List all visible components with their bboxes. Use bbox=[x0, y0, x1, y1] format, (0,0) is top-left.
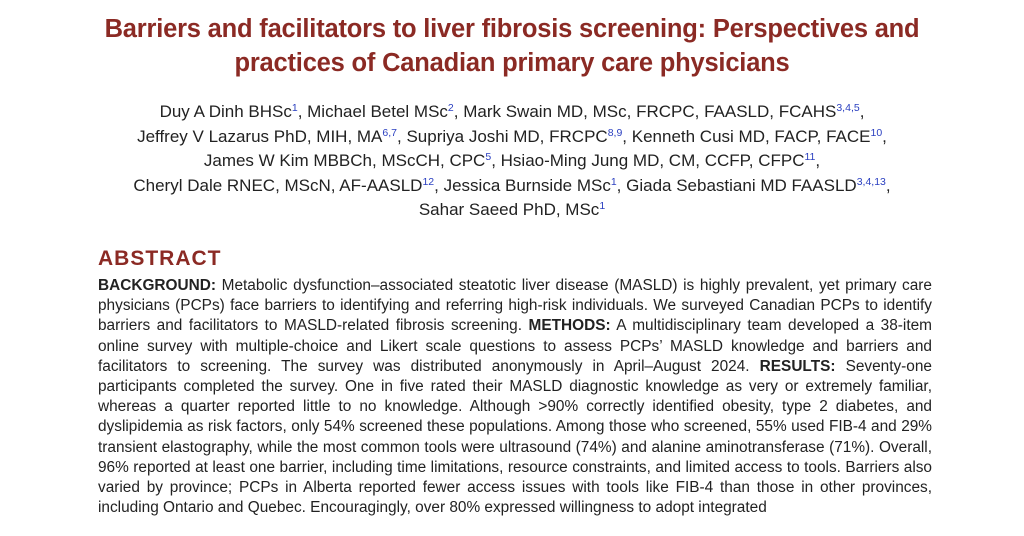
affiliation-marker: 3,4,5 bbox=[836, 102, 860, 114]
author-line-3 bbox=[40, 149, 984, 174]
author-name: Sahar Saeed PhD, MSc bbox=[418, 200, 600, 220]
author-separator: , bbox=[297, 102, 308, 121]
affiliation-marker: 11 bbox=[804, 151, 816, 164]
author-line-1 bbox=[40, 100, 984, 125]
author-name: Duy A Dinh BHSc bbox=[159, 102, 292, 121]
author-separator: , bbox=[453, 102, 464, 121]
abstract-text bbox=[98, 276, 932, 518]
background-label: BACKGROUND: bbox=[98, 277, 216, 294]
author-line-4 bbox=[40, 174, 984, 199]
author-separator: , bbox=[616, 175, 627, 195]
author-separator: , bbox=[397, 126, 407, 146]
affiliation-marker: 3,4,13 bbox=[856, 175, 886, 188]
affiliation-marker: 5 bbox=[485, 151, 492, 164]
author-separator: , bbox=[491, 151, 501, 171]
author-name: Jeffrey V Lazarus PhD, MIH, MA bbox=[137, 126, 383, 146]
methods-text: A multidisciplinary team developed a 38-item online survey with multiple-choice and Likert scale questions to assess PCPs’ MASLD knowledge and barriers and facilitators to screening. The survey was distributed anonymously in April–August 2024. bbox=[98, 317, 932, 375]
author-separator: , bbox=[885, 175, 891, 195]
author-name: Supriya Joshi MD, FRCPC bbox=[406, 126, 608, 146]
author-line-2 bbox=[40, 125, 984, 150]
affiliation-marker: 10 bbox=[870, 126, 883, 139]
author-name: Michael Betel MSc bbox=[307, 102, 448, 121]
author-separator: , bbox=[815, 151, 821, 171]
author-name: Cheryl Dale RNEC, MScN, AF-AASLD bbox=[133, 175, 423, 195]
affiliation-marker: 8,9 bbox=[607, 126, 623, 139]
author-separator: , bbox=[882, 126, 887, 146]
affiliation-marker: 12 bbox=[422, 175, 435, 188]
methods-label: METHODS: bbox=[528, 317, 611, 335]
affiliation-marker: 6,7 bbox=[382, 126, 398, 139]
author-name: James W Kim MBBCh, MScCH, CPC bbox=[203, 151, 486, 171]
affiliation-marker: 1 bbox=[599, 200, 606, 213]
author-line-5 bbox=[40, 198, 984, 223]
results-label: RESULTS: bbox=[759, 357, 836, 375]
abstract-heading: ABSTRACT bbox=[98, 247, 222, 270]
author-separator: , bbox=[622, 126, 632, 146]
author-name: Kenneth Cusi MD, FACP, FACE bbox=[631, 126, 871, 146]
affiliation-marker: 2 bbox=[447, 102, 454, 114]
results-text: Seventy-one participants completed the survey. One in five rated their MASLD diagnostic knowledge as very or extremely familiar, whereas a quarter reported little to no knowledge. Although >90% correctly identified obesity, type 2 diabetes, and dyslipidemia as risk factors, only 54% screened these populations. Among those who screened, 55% used FIB-4 and 29% transient elastography, while the most common tools were ultrasound (74%) and alanine aminotransferase (71%). Overall, 96% reported at least one barrier, including time limitations, resource constraints, and limited access to tools. Barriers also varied by province; PCPs in Alberta reported fewer access issues with tools like FIB-4 than those in other provinces, including Ontario and Quebec. Encouragingly, over 80% expressed willingness to adopt integrated bbox=[98, 357, 932, 517]
author-list bbox=[40, 100, 984, 223]
author-name: Hsiao-Ming Jung MD, CM, CCFP, CFPC bbox=[500, 151, 805, 171]
author-name: Jessica Burnside MSc bbox=[443, 175, 611, 195]
author-name: Mark Swain MD, MSc, FRCPC, FAASLD, FCAHS bbox=[463, 102, 837, 121]
author-name: Giada Sebastiani MD FAASLD bbox=[626, 175, 857, 195]
author-separator: , bbox=[434, 175, 444, 195]
author-separator: , bbox=[859, 102, 865, 121]
paper-title bbox=[40, 12, 984, 80]
affiliation-marker: 1 bbox=[291, 102, 298, 114]
affiliation-marker: 1 bbox=[610, 175, 617, 188]
title-line-1: Barriers and facilitators to liver fibrosis screening: Perspectives and bbox=[104, 15, 920, 43]
background-text: Metabolic dysfunction–associated steatotic liver disease (MASLD) is highly prevalent, yet primary care physicians (PCPs) face barriers to identifying and referring high-risk individuals. We surveyed Canadian PCPs to identify barriers and facilitators to MASLD-related fibrosis screening. bbox=[98, 277, 932, 335]
title-line-2: practices of Canadian primary care physicians bbox=[234, 49, 790, 77]
